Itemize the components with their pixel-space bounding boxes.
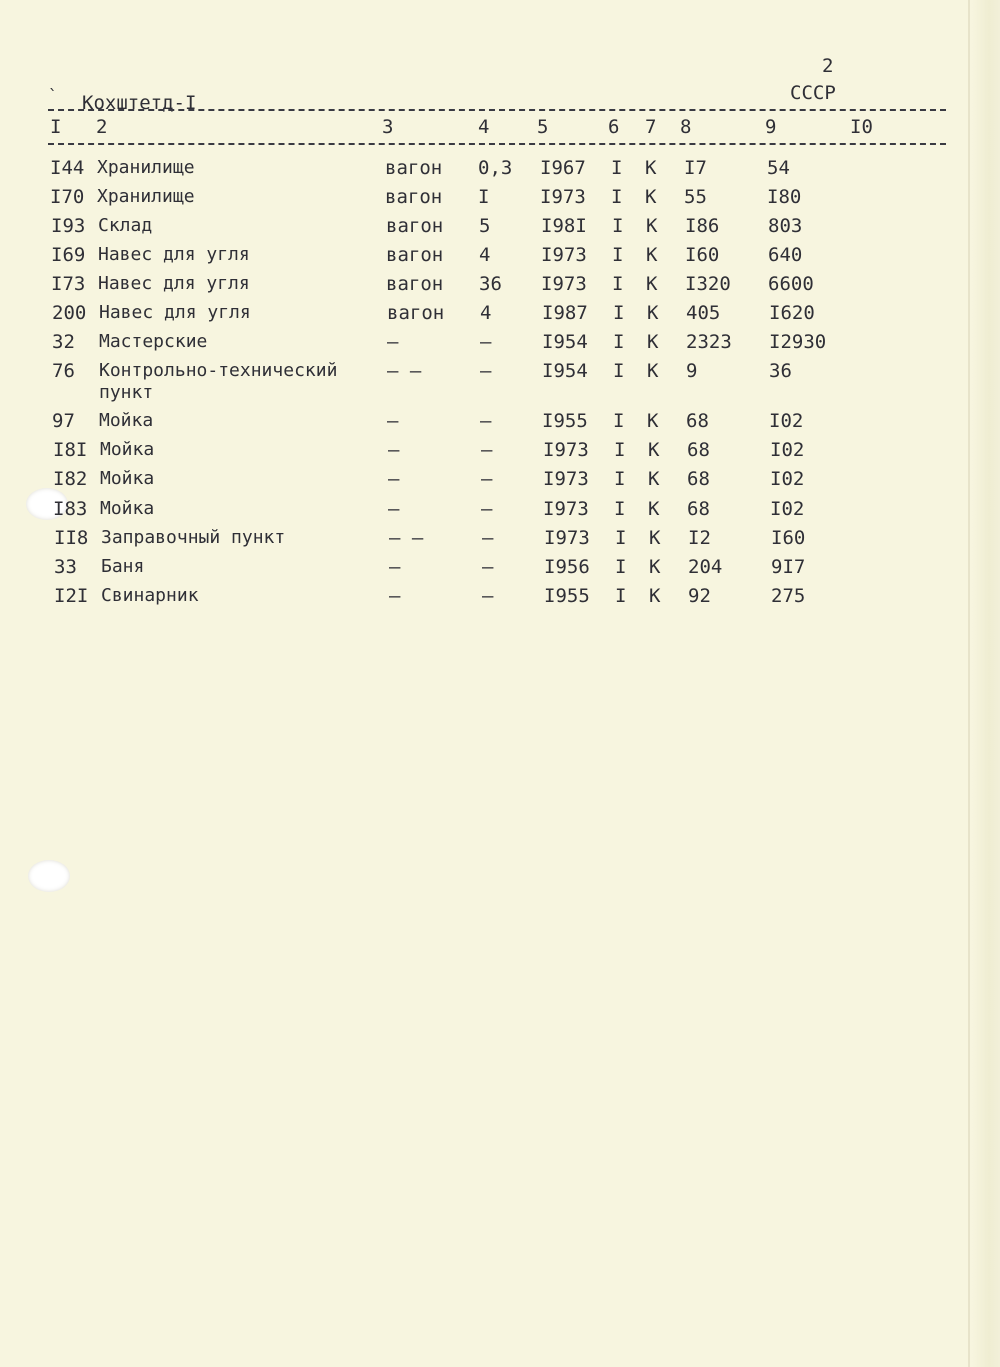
row-number: 76 — [52, 360, 75, 382]
header-rule-top — [48, 109, 946, 111]
row-col9: 803 — [768, 215, 803, 237]
row-object-name: Хранилище — [97, 157, 195, 178]
row-number: I8I — [53, 439, 88, 461]
row-object-name: Склад — [98, 215, 153, 236]
row-quantity: – — [481, 468, 493, 490]
country-label: СССР — [790, 82, 836, 104]
row-col7: К — [646, 244, 658, 266]
row-col8: 68 — [687, 439, 710, 461]
column-header-6: 6 — [608, 116, 620, 138]
row-quantity: I — [478, 186, 490, 208]
row-col9: I2930 — [769, 331, 827, 353]
row-col8: 68 — [687, 498, 710, 520]
row-col9: 6600 — [768, 273, 814, 295]
row-col8: I60 — [685, 244, 720, 266]
row-col8: I7 — [684, 157, 707, 179]
row-quantity: – — [482, 527, 494, 549]
column-header-1: I — [50, 116, 62, 138]
row-number: I70 — [50, 186, 85, 208]
row-col6: I — [614, 468, 626, 490]
row-unit: вагон — [386, 244, 444, 266]
row-quantity: – — [480, 331, 492, 353]
row-year: I973 — [543, 468, 589, 490]
row-unit: – — [387, 331, 399, 353]
row-unit: вагон — [385, 157, 443, 179]
row-year: I973 — [543, 498, 589, 520]
row-col6: I — [613, 331, 625, 353]
row-year: I973 — [544, 527, 590, 549]
row-quantity: – — [480, 410, 492, 432]
row-col8: 405 — [686, 302, 721, 324]
row-col7: К — [647, 302, 659, 324]
row-col6: I — [611, 186, 623, 208]
row-col7: К — [647, 331, 659, 353]
row-quantity: – — [480, 360, 492, 382]
row-col6: I — [612, 244, 624, 266]
header-tick-mark: ` — [48, 86, 58, 105]
row-year: I987 — [542, 302, 588, 324]
row-col8: 9 — [686, 360, 698, 382]
document-title: Кохштетд-I — [82, 92, 197, 114]
row-year: I967 — [540, 157, 586, 179]
row-object-name-continuation: пункт — [99, 382, 154, 403]
row-col6: I — [615, 556, 627, 578]
row-col9: 54 — [767, 157, 790, 179]
row-number: 32 — [52, 331, 75, 353]
row-unit: – — [389, 556, 401, 578]
row-col7: К — [646, 273, 658, 295]
row-col7: К — [648, 498, 660, 520]
row-col8: I2 — [688, 527, 711, 549]
row-year: I955 — [544, 585, 590, 607]
row-object-name: Заправочный пункт — [101, 527, 286, 548]
row-unit: – — [388, 439, 400, 461]
row-unit: – — [388, 498, 400, 520]
row-col7: К — [649, 585, 661, 607]
row-col6: I — [612, 215, 624, 237]
row-col9: 36 — [769, 360, 792, 382]
row-col7: К — [647, 360, 659, 382]
row-year: I973 — [543, 439, 589, 461]
row-unit: вагон — [386, 215, 444, 237]
row-number: I82 — [53, 468, 88, 490]
row-number: 33 — [54, 556, 77, 578]
row-number: I44 — [50, 157, 85, 179]
row-year: I973 — [541, 244, 587, 266]
row-object-name: Навес для угля — [98, 244, 250, 265]
row-col7: К — [648, 468, 660, 490]
row-number: 97 — [52, 410, 75, 432]
row-unit: – – — [387, 360, 422, 382]
row-unit: – — [389, 585, 401, 607]
row-object-name: Мастерские — [99, 331, 208, 352]
row-number: I2I — [54, 585, 89, 607]
column-header-9: 9 — [765, 116, 777, 138]
row-col9: 640 — [768, 244, 803, 266]
row-quantity: – — [481, 498, 493, 520]
row-number: I83 — [53, 498, 88, 520]
row-col7: К — [646, 215, 658, 237]
row-col7: К — [648, 439, 660, 461]
row-number: I73 — [51, 273, 86, 295]
row-col9: I620 — [769, 302, 815, 324]
row-col9: I02 — [769, 410, 804, 432]
row-quantity: 0,3 — [478, 157, 513, 179]
row-col8: 2323 — [686, 331, 732, 353]
row-object-name: Мойка — [99, 410, 154, 431]
row-quantity: 4 — [480, 302, 492, 324]
page-number: 2 — [822, 55, 834, 77]
row-col8: 204 — [688, 556, 723, 578]
row-year: I98I — [541, 215, 587, 237]
row-year: I954 — [542, 360, 588, 382]
row-col8: I320 — [685, 273, 731, 295]
row-year: I954 — [542, 331, 588, 353]
row-quantity: – — [481, 439, 493, 461]
row-year: I955 — [542, 410, 588, 432]
row-col8: 68 — [687, 468, 710, 490]
row-col6: I — [613, 302, 625, 324]
row-object-name: Мойка — [100, 498, 155, 519]
row-col9: I80 — [767, 186, 802, 208]
row-col9: I60 — [771, 527, 806, 549]
row-number: I69 — [51, 244, 86, 266]
row-quantity: – — [482, 556, 494, 578]
column-header-3: 3 — [382, 116, 394, 138]
row-col6: I — [615, 585, 627, 607]
header-rule-bottom — [48, 143, 946, 145]
row-unit: вагон — [387, 302, 445, 324]
row-object-name: Мойка — [100, 468, 155, 489]
row-col9: I02 — [770, 439, 805, 461]
row-col6: I — [614, 498, 626, 520]
row-col9: I02 — [770, 468, 805, 490]
row-object-name: Навес для угля — [98, 273, 250, 294]
row-year: I973 — [541, 273, 587, 295]
row-number: I93 — [51, 215, 86, 237]
column-header-8: 8 — [680, 116, 692, 138]
column-header-4: 4 — [478, 116, 490, 138]
row-year: I973 — [540, 186, 586, 208]
row-col9: I02 — [770, 498, 805, 520]
row-col7: К — [649, 556, 661, 578]
row-col9: 9I7 — [771, 556, 806, 578]
row-number: 200 — [52, 302, 87, 324]
row-col6: I — [611, 157, 623, 179]
row-quantity: 4 — [479, 244, 491, 266]
row-object-name: Навес для угля — [99, 302, 251, 323]
row-object-name: Свинарник — [101, 585, 199, 606]
row-col6: I — [613, 360, 625, 382]
row-quantity: 36 — [479, 273, 502, 295]
row-col6: I — [613, 410, 625, 432]
row-col7: К — [645, 157, 657, 179]
row-col8: I86 — [685, 215, 720, 237]
row-unit: вагон — [385, 186, 443, 208]
row-object-name: Хранилище — [97, 186, 195, 207]
page-edge-shadow — [972, 0, 1000, 1367]
row-col7: К — [645, 186, 657, 208]
column-header-7: 7 — [645, 116, 657, 138]
row-col7: К — [647, 410, 659, 432]
column-header-10: I0 — [850, 116, 873, 138]
row-number: II8 — [54, 527, 89, 549]
row-unit: – — [387, 410, 399, 432]
row-col8: 55 — [684, 186, 707, 208]
row-col6: I — [612, 273, 624, 295]
page-fold — [968, 0, 970, 1367]
row-quantity: – — [482, 585, 494, 607]
row-unit: – — [388, 468, 400, 490]
row-col7: К — [649, 527, 661, 549]
punch-hole — [28, 860, 70, 892]
row-object-name: Контрольно-технический — [99, 360, 338, 381]
row-col9: 275 — [771, 585, 806, 607]
column-header-2: 2 — [96, 116, 108, 138]
row-col6: I — [615, 527, 627, 549]
row-unit: – – — [389, 527, 424, 549]
row-quantity: 5 — [479, 215, 491, 237]
row-col8: 92 — [688, 585, 711, 607]
row-unit: вагон — [386, 273, 444, 295]
row-col6: I — [614, 439, 626, 461]
row-object-name: Мойка — [100, 439, 155, 460]
row-year: I956 — [544, 556, 590, 578]
row-object-name: Баня — [101, 556, 145, 577]
row-col8: 68 — [686, 410, 709, 432]
column-header-5: 5 — [537, 116, 549, 138]
